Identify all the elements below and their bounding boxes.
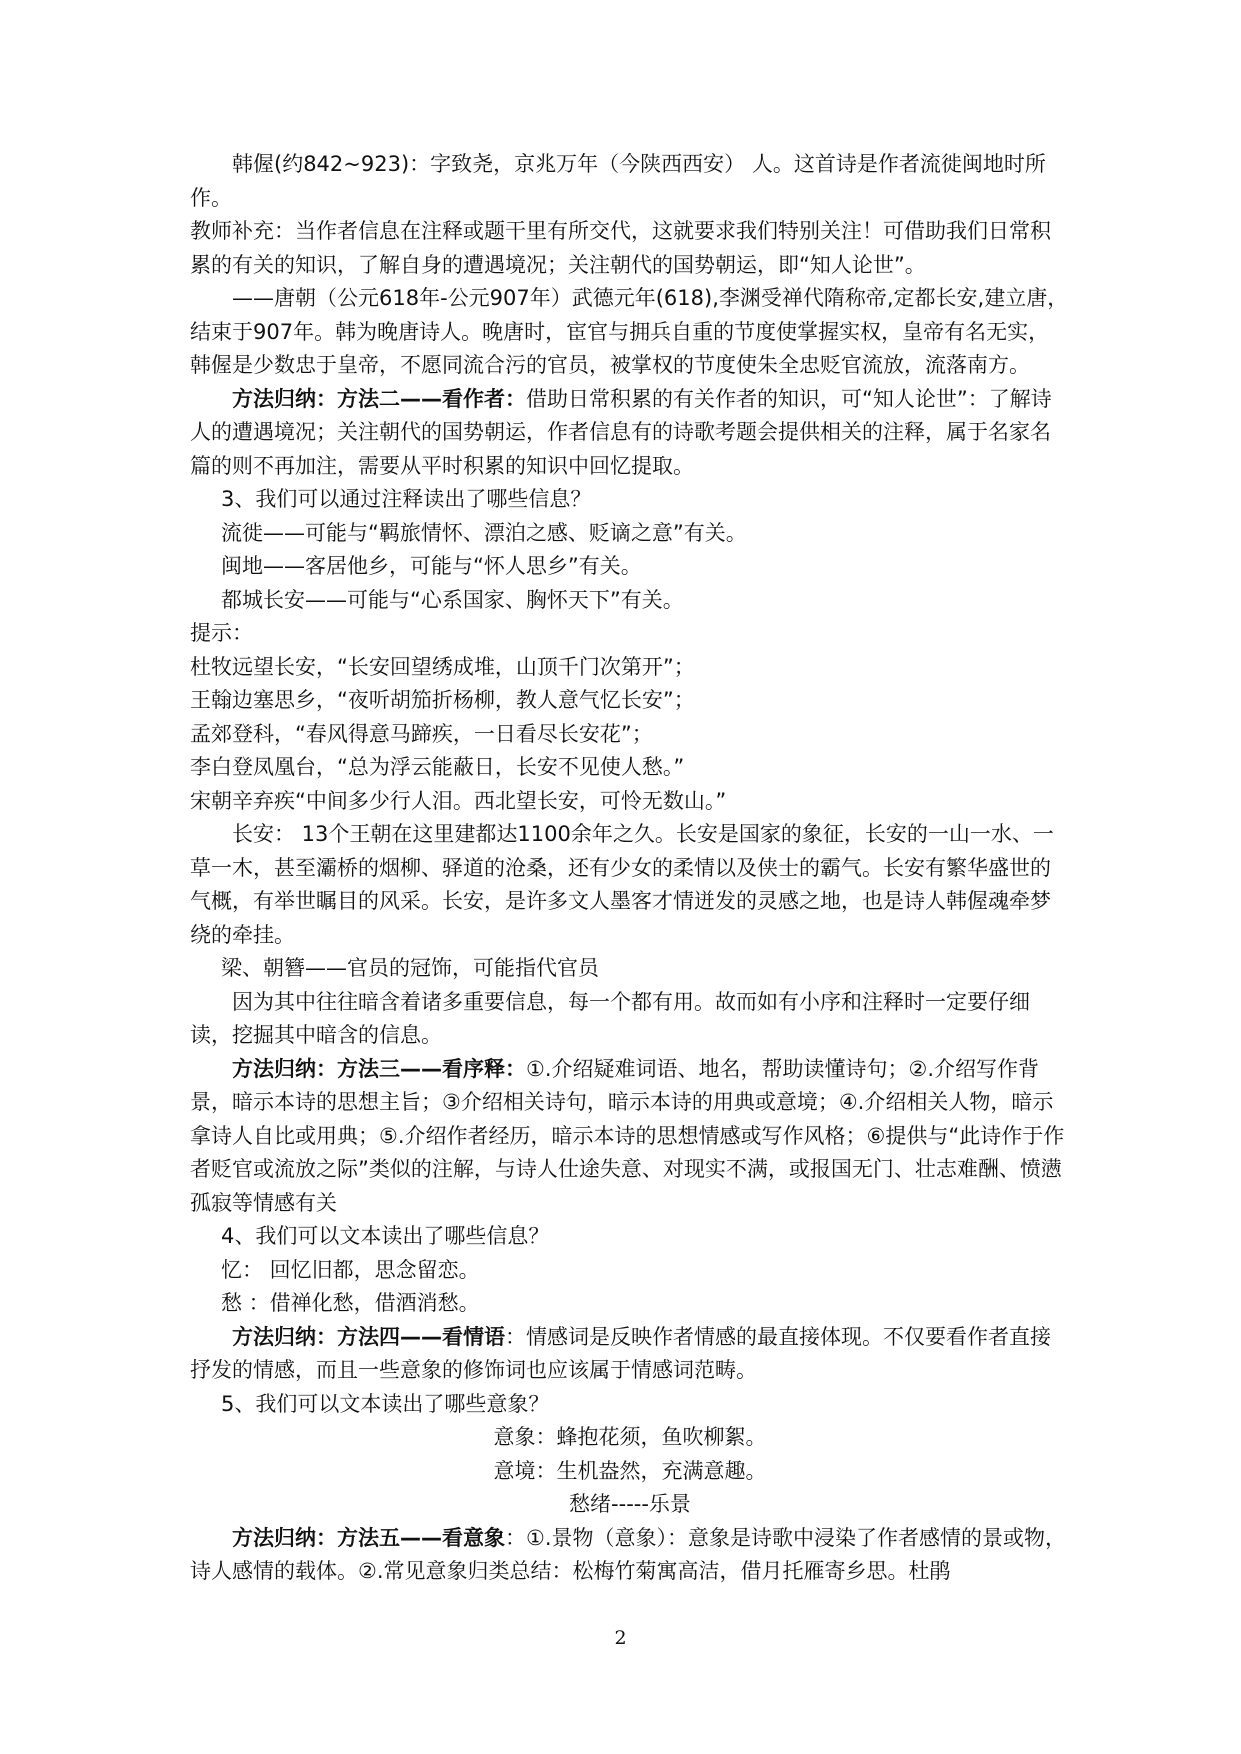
contrast-line: 愁绪-----乐景 — [569, 1492, 691, 1516]
note-chaozan: 梁、朝簪——官员的冠饰，可能指代官员 — [221, 956, 599, 980]
note-changan: 都城长安——可能与“心系国家、胸怀天下”有关。 — [221, 587, 684, 612]
paragraph-method-five: 方法归纳：方法五——看意象：①.景物（意象）：意象是诗歌中浸染了作者感情的景或物，诗人感情的载体。②.常见意象归类总结：松梅竹菊寓高洁，借月托雁寄乡思。杜鹃 — [190, 1525, 1066, 1583]
paragraph-method-four: 方法归纳：方法四——看情语：情感词是反映作者情感的最直接体现。不仅要看作者直接抒发的情感，而且一些意象的修饰词也应该属于情感词范畴。 — [190, 1324, 1051, 1382]
paragraph-method-three: 方法归纳：方法三——看序释：①.介绍疑难词语、地名，帮助读懂诗句；②.介绍写作背景，暗示本诗的思想主旨；③介绍相关诗句，暗示本诗的用典或意境；④.介绍相关人物，暗示拿诗人自比或用典；⑤.介绍作者经历，暗示本诗的思想情感或写作风格；⑥提供与“此诗作于作者贬官或流放之际”类似的注解，与诗人仕途失意、对现实不满，或报国无门、壮志难酬、愤懑孤寂等情感有关 — [190, 1056, 1065, 1215]
mood-line: 意境：生机盎然，充满意趣。 — [493, 1458, 767, 1483]
hint-libai: 李白登凤凰台，“总为浮云能蔽日，长安不见使人愁。” — [190, 755, 685, 779]
note-liuxi: 流徙——可能与“羁旅情怀、漂泊之感、贬谪之意”有关。 — [221, 520, 747, 545]
question-three: 3、我们可以通过注释读出了哪些信息？ — [221, 487, 592, 511]
document-body — [190, 148, 1070, 1589]
question-five: 5、我们可以文本读出了哪些意象？ — [221, 1391, 550, 1416]
question-four: 4、我们可以文本读出了哪些信息？ — [221, 1224, 550, 1248]
hint-wanghan: 王翰边塞思乡，“夜听胡笳折杨柳，教人意气忆长安”； — [190, 688, 695, 712]
note-chou: 愁 ：借禅化愁，借酒消愁。 — [221, 1291, 480, 1315]
paragraph-method-two: 方法归纳：方法二——看作者：借助日常积累的有关作者的知识，可“知人论世”：了解诗人的遭遇境况；关注朝代的国势朝运，作者信息有的诗歌考题会提供相关的注释，属于名家名篇的则不再加注，需要从平时积累的知识中回忆提取。 — [190, 386, 1052, 478]
paragraph-changan-symbol: 长安： 13个王朝在这里建都达1100余年之久。长安是国家的象征，长安的一山一水、一草一木，甚至灞桥的烟柳、驿道的沧桑，还有少女的柔情以及侠士的霸气。长安有繁华盛世的气概，有举世瞩目的风采。长安，是许多文人墨客才情迸发的灵感之地，也是诗人韩偓魂牵梦绕的牵挂。 — [190, 822, 1054, 947]
hint-dumu: 杜牧远望长安，“长安回望绣成堆，山顶千门次第开”； — [190, 654, 695, 679]
paragraph-teacher-note: 教师补充：当作者信息在注释或题干里有所交代，这就要求我们特别关注！可借助我们日常积累的有关的知识，了解自身的遭遇境况；关注朝代的国势朝运，即“知人论世”。 — [190, 219, 1051, 277]
paragraph-author-intro: 韩偓(约842~923)：字致尧，京兆万年（今陕西西安） 人。这首诗是作者流徙闽地时所作。 — [190, 152, 1046, 210]
note-yi: 忆： 回忆旧都，思念留恋。 — [221, 1257, 480, 1282]
hint-label: 提示： — [190, 621, 253, 645]
note-mindi: 闽地——客居他乡，可能与“怀人思乡”有关。 — [221, 554, 642, 578]
hint-mengjiao: 孟郊登科，“春风得意马蹄疾，一日看尽长安花”； — [190, 721, 653, 746]
hint-xinqiji: 宋朝辛弃疾“中间多少行人泪。西北望长安，可怜无数山。” — [190, 788, 727, 813]
paragraph-tang-history: ——唐朝（公元618年-公元907年）武德元年(618),李渊受禅代隋称帝,定都长安,建立唐，结束于907年。韩为晚唐诗人。晚唐时，宦官与拥兵自重的节度使掌握实权，皇帝有名无实，韩偓是少数忠于皇帝，不愿同流合污的官员，被掌权的节度使朱全忠贬官流放，流落南方。 — [190, 286, 1069, 377]
paragraph-careful-reading: 因为其中往往暗含着诸多重要信息，每一个都有用。故而如有小序和注释时一定要仔细读，挖掘其中暗含的信息。 — [190, 989, 1030, 1047]
page-number: 2 — [614, 1627, 627, 1649]
imagery-line: 意象：蜂抱花须，鱼吹柳絮。 — [493, 1425, 767, 1449]
